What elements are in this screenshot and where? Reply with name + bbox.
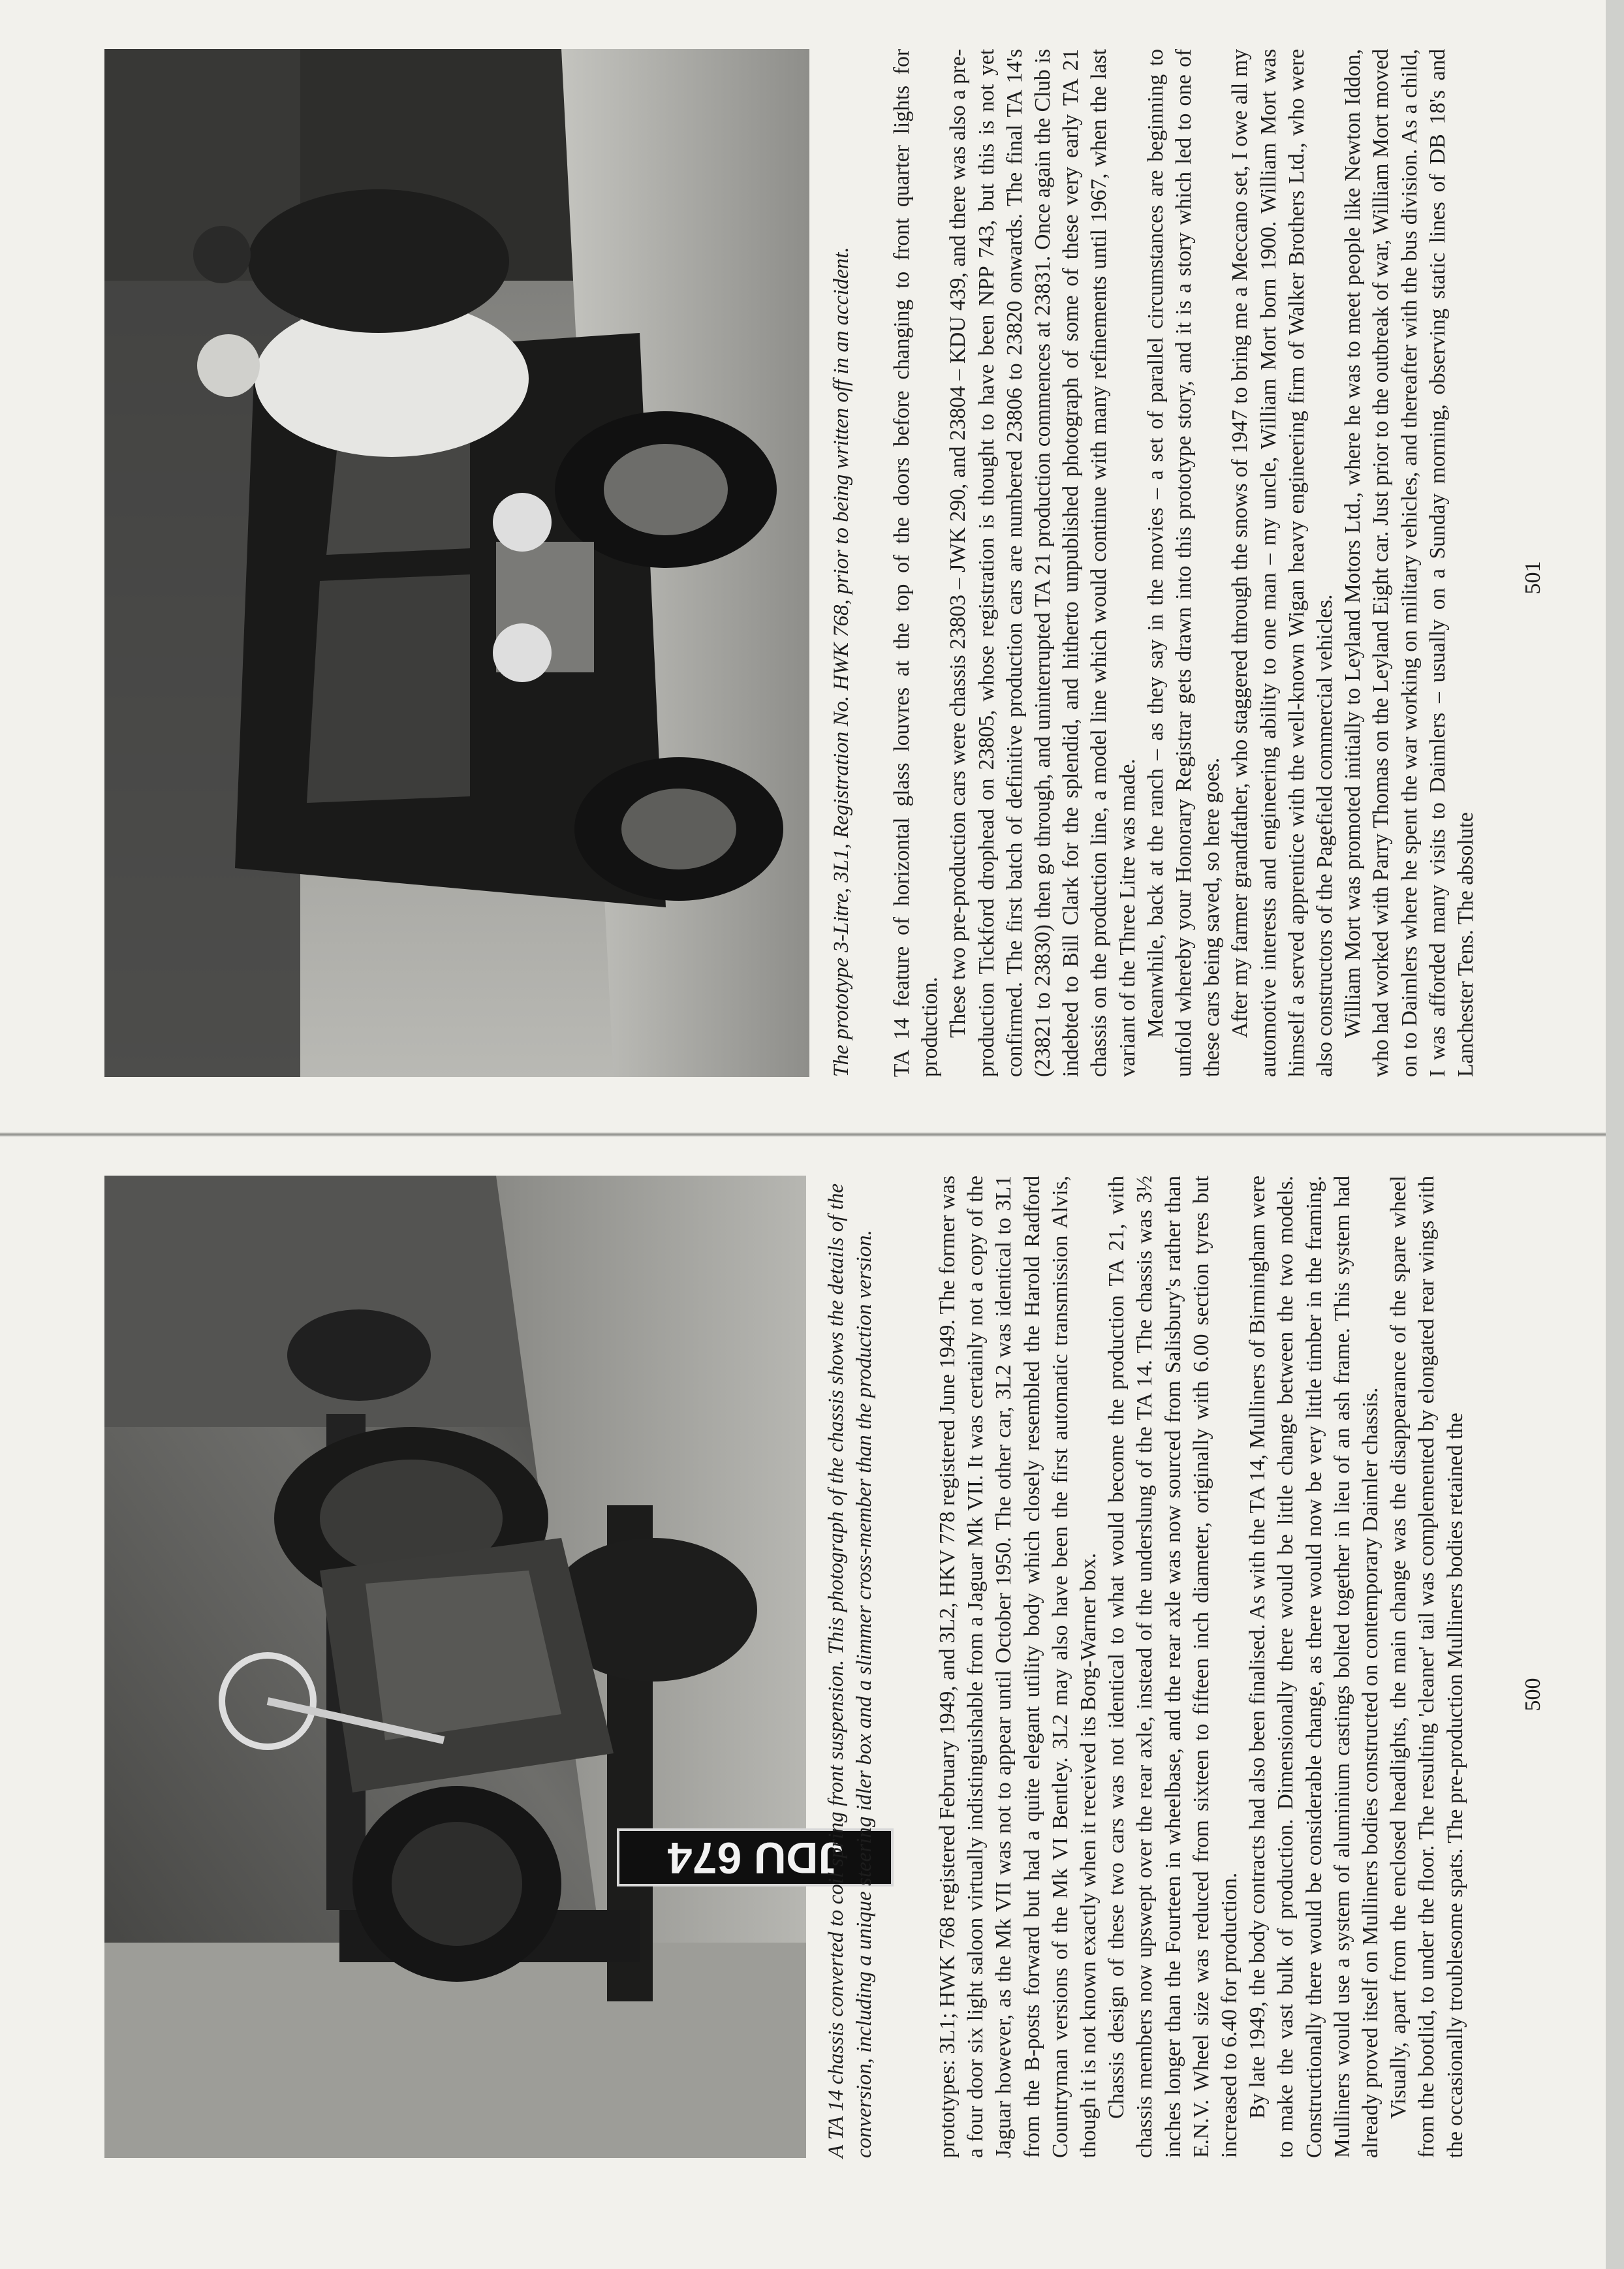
left-page [0, 1136, 1606, 2269]
chassis-illustration [104, 1176, 843, 2158]
page-number-right: 501 [1521, 561, 1545, 595]
book-gutter [0, 1133, 1624, 1136]
right-paragraph: After my farmer grandfather, who staggered through the snows of 1947 to bring me a Meccano set, I owe all my automotive interests and engineering ability to one man – my uncle, William Mort born 1900. William Mort was himself a served apprentice with the well-known Wigan heavy engineering firm of Walker Brothers Ltd., who were also constructors of the Pagefield commercial vehicles. [1228, 49, 1337, 1077]
right-body-text [888, 49, 1480, 1077]
right-photo-caption: The prototype 3-Litre, 3L1, Registration No. HWK 768, prior to being written off in an accident. [830, 247, 853, 1077]
left-paragraph: By late 1949, the body contracts had also been finalised. As with the TA 14, Mulliners of Birmingham were to make the vast bulk of production. Dimensionally there would be little change between the two models. Constructionally there would be considerable change, as there would now be very little timber in the framing. Mulliners would use a system of aluminium castings bolted together in lieu of an ash frame. This system had already proved itself on Mulliners bodies constructed on contemporary Daimler chassis. [1245, 1176, 1383, 2158]
page-number-left: 500 [1521, 1678, 1545, 1712]
left-body-text [933, 1176, 1469, 2158]
page-edge-shadow [1606, 0, 1624, 2269]
left-paragraph: Chassis design of these two cars was not identical to what would become the production TA 21, with chassis members now upswept over the rear axle, instead of the underslung of the TA 14. The chassis was 3½ inches longer than the Fourteen in wheelbase, and the rear axle was now sourced from Salisbury's rather than E.N.V. Wheel size was reduced from sixteen to fifteen inch diameter, originally with 6.00 section tyres but increased to 6.40 for production. [1104, 1176, 1242, 2158]
right-paragraph: William Mort was promoted initially to Leyland Motors Ltd., where he was to meet people like Newton Iddon, who had worked with Parry Thomas on the Leyland Eight car. Just prior to the outbreak of war, William Mort moved on to Daimlers where he spent the war working on military vehicles, and thereafter with the bus division. As a child, I was afforded many visits to Daimlers – usually on a Sunday morning, observing static lines of DB 18's and Lanchester Tens. The absolute [1341, 49, 1478, 1077]
right-paragraph: Meanwhile, back at the ranch – as they say in the movies – a set of parallel circumstances are beginning to unfold whereby your Honorary Registrar gets drawn into this prototype story, and it is a story which led to one of these cars being saved, so here goes. [1143, 49, 1225, 1077]
prototype-car-illustration [104, 49, 809, 1077]
right-page [0, 0, 1606, 1133]
left-paragraph: prototypes: 3L1; HWK 768 registered February 1949, and 3L2, HKV 778 registered June 1949. The former was a four door six light saloon virtually indistinguishable from a Jaguar Mk VII. It was certainly not a copy of the Jaguar however, as the Mk VII was not to appear until October 1950. The other car, 3L2 was identical to 3L1 from the B-posts forward but had a quite elegant utility body which closely resembled the Harold Radford Countryman versions of the Mk VI Bentley. 3L2 may also have been the first automatic transmission Alvis, though it is not known exactly when it received its Borg-Warner box. [935, 1176, 1101, 2158]
prototype-car-photo [104, 49, 809, 1077]
left-paragraph: Visually, apart from the enclosed headlights, the main change was the disappearance of the spare wheel from the bootlid, to under the floor. The resulting 'cleaner' tail was complemented by elongated rear wings with the occasionally troublesome spats. The pre-production Mulliners bodies retained the [1386, 1176, 1467, 2158]
license-plate: JDU 674 [667, 1833, 843, 1883]
right-paragraph: TA 14 feature of horizontal glass louvres at the top of the doors before changing to front quarter lights for production. [890, 49, 943, 1077]
right-paragraph: These two pre-production cars were chassis 23803 – JWK 290, and 23804 – KDU 439, and there was also a pre-production Tickford drophead on 23805, whose registration is thought to have been NPP 743, but this is not yet confirmed. The first batch of definitive production cars are numbered 23806 to 23820 onwards. The final TA 14's (23821 to 23830) then go through, and uninterrupted TA 21 production commences at 23831. Once again the Club is indebted to Bill Clark for the splendid, and hitherto unpublished photograph of some of these very early TA 21 chassis on the production line, a model line which would continue with many refinements until 1967, when the last variant of the Three Litre was made. [946, 49, 1140, 1077]
left-photo-caption: A TA 14 chassis converted to coil spring front suspension. This photograph of the chassis shows the details of the conversion, including a unique steering idler box and a slimmer cross-member than the production version. [824, 1183, 876, 2158]
chassis-photo [104, 1176, 843, 2158]
